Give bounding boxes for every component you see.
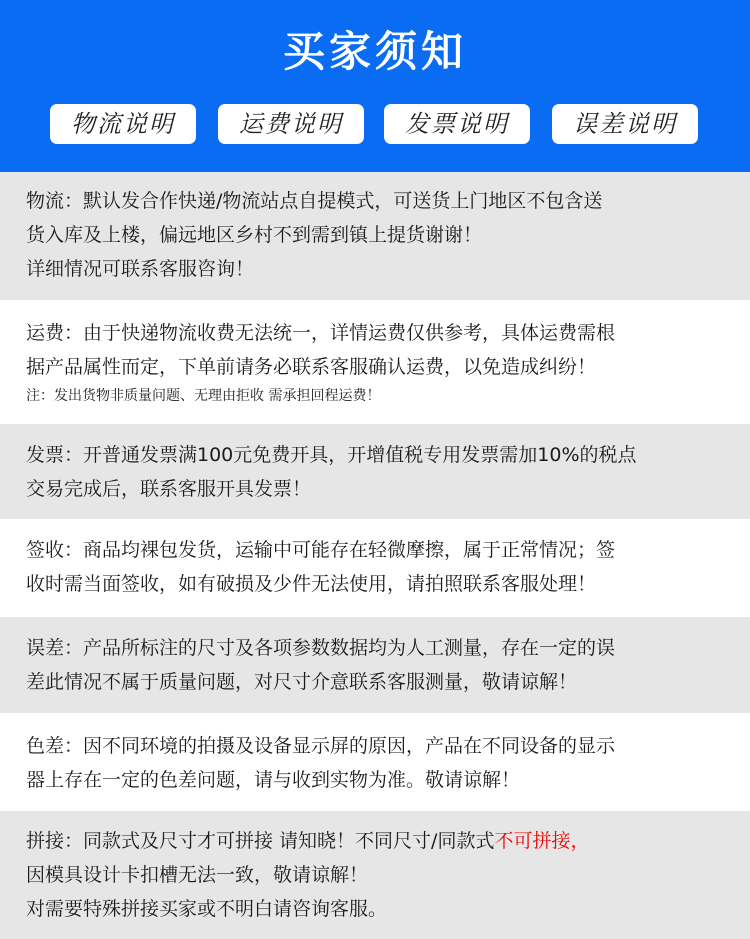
shipping-line: 运费：由于快递物流收费无法统一，详情运费仅供参考，具体运费需根 [26,322,616,344]
receipt-section [0,519,750,617]
receipt-line: 签收：商品均裸包发货，运输中可能存在轻微摩擦，属于正常情况；签 [26,539,616,561]
tab-invoice[interactable]: 发票说明 [384,104,530,144]
splice-warning: 不可拼接， [494,830,590,852]
tab-logistics[interactable]: 物流说明 [50,104,196,144]
invoice-line: 发票：开普通发票满100元免费开具，开增值税专用发票需加10%的税点 [26,444,637,466]
logistics-line: 物流：默认发合作快递/物流站点自提模式，可送货上门地区不包含送 [26,190,603,212]
color-line: 色差：因不同环境的拍摄及设备显示屏的原因，产品在不同设备的显示 [26,735,616,757]
splice-line: 对需要特殊拼接买家或不明白请咨询客服。 [26,898,388,920]
invoice-line: 交易完成后，联系客服开具发票！ [26,478,312,500]
tab-bar [50,104,700,144]
tab-shipping[interactable]: 运费说明 [218,104,364,144]
error-section [0,617,750,713]
splice-line [26,824,730,858]
page-title: 买家须知 [282,27,467,76]
error-line: 差此情况不属于质量问题，对尺寸介意联系客服测量，敬请谅解！ [26,671,578,693]
splice-line: 因模具设计卡扣槽无法一致，敬请谅解！ [26,864,369,886]
tab-error[interactable]: 误差说明 [552,104,698,144]
receipt-line: 收时需当面签收，如有破损及少件无法使用，请拍照联系客服处理！ [26,573,597,595]
error-line: 误差：产品所标注的尺寸及各项参数数据均为人工测量，存在一定的误 [26,637,616,659]
shipping-line: 据产品属性而定，下单前请务必联系客服确认运费，以免造成纠纷！ [26,356,597,378]
shipping-note: 注：发出货物非质量问题、无理由拒收 需承担回程运费！ [26,388,381,404]
logistics-line: 详细情况可联系客服咨询！ [26,258,255,280]
color-line: 器上存在一定的色差问题，请与收到实物为准。敬请谅解！ [26,769,521,791]
logistics-section [0,172,750,300]
splice-section [0,811,750,939]
splice-text: 拼接：同款式及尺寸才可拼接 请知晓！不同尺寸/同款式 [26,830,495,852]
color-section [0,713,750,811]
shipping-section [0,300,750,424]
logistics-line: 货入库及上楼，偏远地区乡村不到需到镇上提货谢谢！ [26,224,483,246]
invoice-section [0,424,750,519]
header-banner [0,0,750,172]
